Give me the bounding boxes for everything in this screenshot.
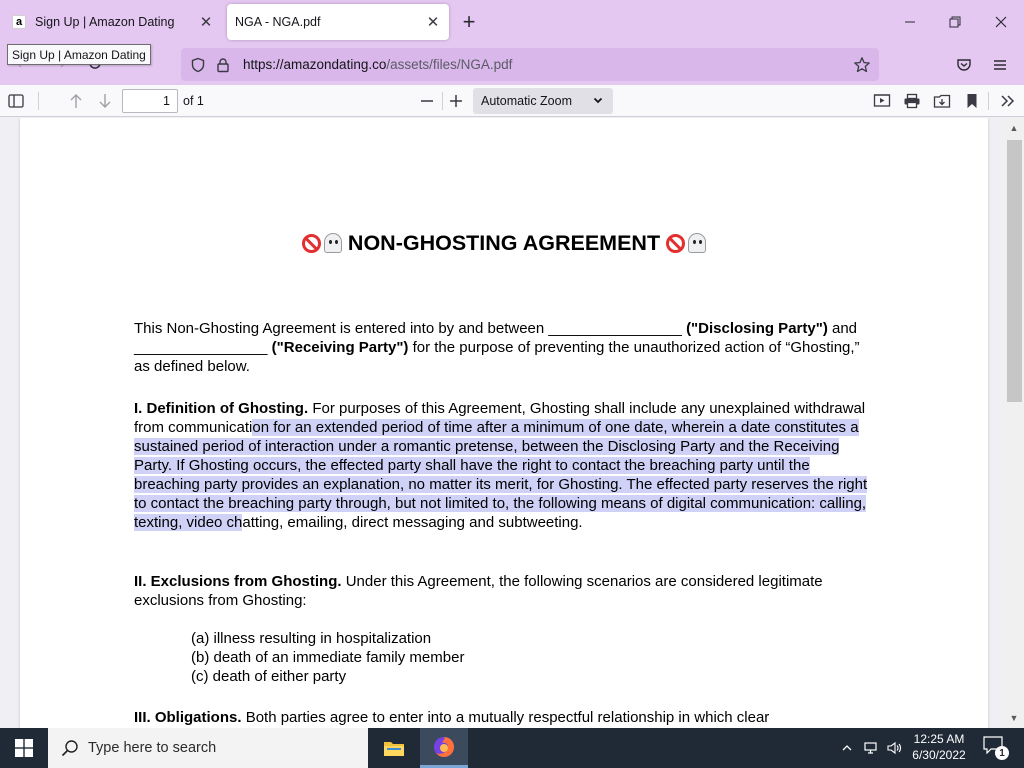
section-obligations xyxy=(134,708,874,727)
tab-tooltip: Sign Up | Amazon Dating xyxy=(7,44,151,65)
section-text: Both parties agree to enter into a mutually respectful relationship in which clear xyxy=(245,709,770,726)
zoom-select-value: Automatic Zoom xyxy=(481,94,573,108)
tab-amazon-dating[interactable] xyxy=(4,4,222,40)
network-icon[interactable] xyxy=(861,728,881,768)
scroll-down-arrow-icon[interactable]: ▼ xyxy=(1009,713,1019,723)
zoom-in-icon[interactable] xyxy=(446,91,466,111)
intro-paragraph xyxy=(134,319,874,376)
text-selection-highlight: on for an extended period of time after a minimum of one date, wherein a date constitutes a sustained period of interaction under a romantic pretense, between the Disclosing Party and the Receiving Party. If Ghosting occurs, the effected party shall have the right to contact the breaching party until the breaching party provides an explanation, no matter its merit, for Ghosting. The effected party reserves the right to contact the breaching party through, but not limited to, the following means of digital communication: calling, texting, video ch xyxy=(134,419,868,531)
start-button[interactable] xyxy=(0,728,48,768)
search-placeholder: Type here to search xyxy=(88,740,217,756)
tab-title: NGA - NGA.pdf xyxy=(235,15,321,29)
ghost-icon xyxy=(324,233,342,253)
url-text: https://amazondating.co/assets/files/NGA.pdf xyxy=(243,57,513,72)
search-icon xyxy=(61,739,79,757)
presentation-mode-icon[interactable] xyxy=(872,91,892,111)
document-title-text: NON-GHOSTING AGREEMENT xyxy=(347,231,661,255)
close-window-button[interactable] xyxy=(986,8,1016,36)
section-heading: I. Definition of Ghosting. xyxy=(134,400,309,417)
toolbar-separator xyxy=(988,92,989,110)
close-tab-icon[interactable]: ✕ xyxy=(199,14,213,31)
prohibited-icon xyxy=(302,234,321,253)
firefox-icon xyxy=(432,735,456,759)
address-bar[interactable] xyxy=(181,48,879,81)
chevron-down-icon xyxy=(592,94,604,109)
disclosing-party-label: ("Disclosing Party") xyxy=(686,320,828,337)
minimize-button[interactable] xyxy=(895,8,925,36)
amazon-favicon-icon: a xyxy=(12,15,26,29)
page-number-input[interactable]: 1 xyxy=(122,89,178,113)
tools-double-chevron-icon[interactable] xyxy=(998,91,1018,111)
action-center-notification-icon[interactable] xyxy=(983,736,1007,760)
section-definition xyxy=(134,399,874,532)
section-heading: II. Exclusions from Ghosting. xyxy=(134,573,342,590)
clock-time: 12:25 AM xyxy=(913,732,965,746)
pdf-viewer[interactable] xyxy=(0,118,1024,728)
windows-taskbar xyxy=(0,728,1024,768)
file-explorer-button[interactable] xyxy=(370,728,418,768)
taskbar-search-box[interactable] xyxy=(48,728,368,768)
section-heading: III. Obligations. xyxy=(134,709,242,726)
system-clock[interactable] xyxy=(904,731,974,763)
previous-page-arrow-up-icon[interactable] xyxy=(66,91,86,111)
receiving-party-label: ("Receiving Party") xyxy=(271,339,409,356)
bookmark-icon[interactable] xyxy=(962,91,982,111)
toolbar-separator xyxy=(38,92,39,110)
clock-date: 6/30/2022 xyxy=(912,748,966,762)
volume-icon[interactable] xyxy=(885,728,905,768)
new-tab-button[interactable]: + xyxy=(462,9,476,34)
bookmark-star-icon[interactable] xyxy=(853,56,871,74)
document-title xyxy=(20,231,988,256)
scroll-up-arrow-icon[interactable]: ▲ xyxy=(1009,123,1019,133)
show-hidden-icons-chevron-up-icon[interactable] xyxy=(838,728,856,768)
section-exclusions xyxy=(134,572,874,686)
prohibited-icon xyxy=(666,234,685,253)
list-item: (b) death of an immediate family member xyxy=(191,649,465,666)
pocket-icon[interactable] xyxy=(955,56,973,74)
zoom-out-icon[interactable] xyxy=(417,91,437,111)
restore-button[interactable] xyxy=(940,8,970,36)
tab-title: Sign Up | Amazon Dating xyxy=(35,15,175,29)
scrollbar-thumb[interactable] xyxy=(1007,140,1022,402)
sidebar-toggle-icon[interactable] xyxy=(6,91,26,111)
next-page-arrow-down-icon[interactable] xyxy=(95,91,115,111)
tab-nga-pdf[interactable] xyxy=(227,4,449,40)
close-tab-icon[interactable]: ✕ xyxy=(426,14,440,31)
notification-count-badge: 1 xyxy=(995,746,1009,760)
pdf-page xyxy=(20,118,988,728)
page-count-label: of 1 xyxy=(183,94,204,108)
tab-strip xyxy=(0,0,1024,44)
list-item: (c) death of either party xyxy=(191,668,347,685)
lock-icon[interactable] xyxy=(215,57,231,73)
menu-hamburger-icon[interactable] xyxy=(991,56,1009,74)
section-text: Under this Agreement, the following scenarios are considered legitimate exclusions from Ghosting: xyxy=(134,573,823,609)
exclusions-list xyxy=(134,629,874,686)
tracking-protection-shield-icon[interactable] xyxy=(190,57,206,73)
zoom-select[interactable] xyxy=(473,88,613,114)
pdf-toolbar xyxy=(0,85,1024,117)
intro-text-3: for the purpose of preventing the unauthorized action of “Ghosting,” as defined below. xyxy=(134,339,860,375)
firefox-taskbar-button[interactable] xyxy=(420,728,468,768)
list-item: (a) illness resulting in hospitalization xyxy=(191,630,432,647)
navigation-bar xyxy=(0,44,1024,85)
ghost-icon xyxy=(688,233,706,253)
save-download-icon[interactable] xyxy=(932,91,952,111)
folder-icon xyxy=(383,739,405,757)
print-icon[interactable] xyxy=(902,91,922,111)
intro-text-2: and ________________ xyxy=(134,320,858,356)
toolbar-separator xyxy=(442,92,443,110)
section-text: For purposes of this Agreement, Ghosting shall include any unexplained withdrawal from communicati xyxy=(134,400,866,436)
section-text: atting, emailing, direct messaging and subtweeting. xyxy=(242,514,583,531)
windows-logo-icon xyxy=(15,739,33,757)
intro-text-1: This Non-Ghosting Agreement is entered into by and between ________________ xyxy=(134,320,682,337)
